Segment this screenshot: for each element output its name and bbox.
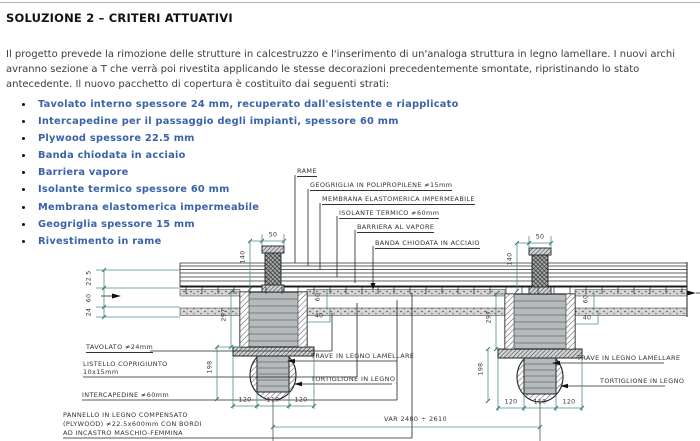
label-geogriglia: GEOGRIGLIA IN POLIPROPILENE ≠15mm [310,181,453,189]
list-item-label: Isolante termico spessore 60 mm [38,184,230,196]
label-tortiglione-left: TORTIGLIONE IN LEGNO [311,375,396,383]
page-title: SOLUZIONE 2 – CRITERI ATTUATIVI [6,11,233,25]
dim-120-l1: 120 [238,396,252,404]
label-trave-left: TRAVE IN LEGNO LAMELLARE [311,352,415,360]
list-item-label: Plywood spessore 22.5 mm [38,133,195,145]
label-banda: BANDA CHIODATA IN ACCIAIO [375,239,480,247]
dim-198-right: 198 [477,362,485,376]
list-item-label: Geogriglia spessore 15 mm [38,218,195,230]
list-item-label: Tavolato interno spessore 24 mm, recuperato dall'esistente e riapplicato [38,99,459,110]
label-membrana: MEMBRANA ELASTOMERICA IMPERMEABILE [322,195,475,203]
dim-198-left: 198 [206,360,214,374]
dim-60-left: 60 [85,293,93,303]
dim-110-r: 110 [533,398,547,406]
dim-297-right: 297 [485,310,493,324]
label-intercapedine: INTERCAPEDINE ≠60mm [82,391,170,399]
dim-60-beam-right: 60 [582,294,590,304]
dim-22-5: 22.5 [85,270,93,286]
label-tortiglione-right: TORTIGLIONE IN LEGNO [600,377,685,385]
dim-140-left: 140 [239,250,247,264]
label-rame: RAME [297,167,317,175]
dim-var-span: VAR 2480 ÷ 2610 [384,415,447,423]
label-pannello-2: (PLYWOOD) ≠22.5x600mm CON BORDI [63,420,202,428]
dim-120-l2: 120 [294,396,308,404]
label-pannello-3: AD INCASTRO MASCHIO-FEMMINA [63,429,183,437]
label-listello: LISTELLO COPRIGIUNTO [83,360,168,368]
label-isolante: ISOLANTE TERMICO ≠60mm [339,209,440,217]
label-listello-size: 10x15mm [83,368,119,376]
dim-297-left: 297 [220,308,228,322]
dim-50-right: 50 [535,233,545,241]
dim-50-left: 50 [268,231,278,239]
list-item-label: Intercapedine per il passaggio degli impianti, spessore 60 mm [38,116,399,128]
label-trave-right: TRAVE IN LEGNO LAMELLARE [577,354,681,362]
list-item-label: Membrana elastomerica impermeabile [38,201,260,213]
intro-paragraph: Il progetto prevede la rimozione delle strutture in calcestruzzo e l'inserimento di un'analoga struttura in legno lamellare. I nuovi archi avranno sezione a T che verrà poi rivestita applicando le stesse decorazioni precedentemente smontate, ripristinando lo stato antecedente. Il nuovo pacchetto di copertura è costituito dai seguenti strati: [6,49,676,90]
dim-40-right: 40 [582,314,592,322]
dim-60-beam-left: 60 [314,292,322,302]
dim-120-r2: 120 [562,398,576,406]
dim-40-left: 40 [314,312,324,320]
label-tavolato: TAVOLATO ≠24mm [86,343,154,351]
list-item-label: Rivestimento in rame [38,235,162,247]
dim-140-right: 140 [506,252,514,266]
list-item-label: Banda chiodata in acciaio [38,150,186,162]
dim-120-r1: 120 [504,398,518,406]
right-beam [498,248,582,402]
dim-24: 24 [85,307,93,317]
label-pannello-1: PANNELLO IN LEGNO COMPENSATO [63,411,188,419]
roof-layer-lines [180,263,687,287]
label-barriera: BARRIERA AL VAPORE [357,223,435,231]
dim-110-l: 110 [266,396,280,404]
list-item-label: Barriera vapore [38,167,129,179]
